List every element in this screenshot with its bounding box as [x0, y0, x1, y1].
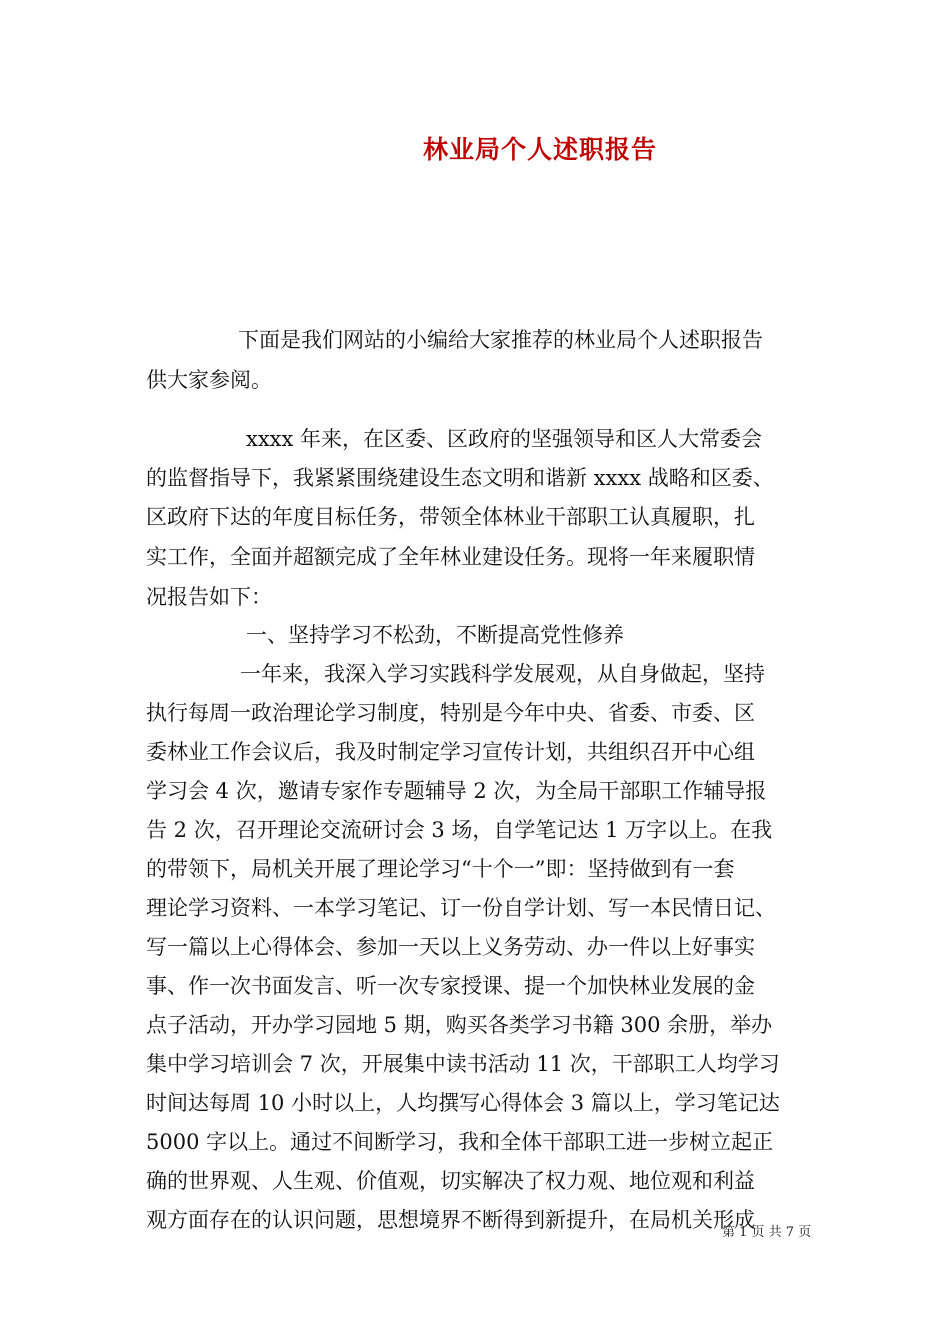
body-line: 点子活动，开办学习园地 5 期，购买各类学习书籍 300 余册，举办: [146, 1013, 773, 1037]
body-line: 集中学习培训会 7 次，开展集中读书活动 11 次，干部职工人均学习: [146, 1052, 780, 1076]
section-heading: 一、坚持学习不松劲，不断提高党性修养: [246, 623, 624, 647]
document-title: 林业局个人述职报告: [422, 135, 657, 164]
body-line: 学习会 4 次，邀请专家作专题辅导 2 次，为全局干部职工作辅导报: [146, 779, 767, 803]
body-line: 实工作，全面并超额完成了全年林业建设任务。现将一年来履职情: [146, 545, 755, 569]
body-line: 执行每周一政治理论学习制度，特别是今年中央、省委、市委、区: [146, 701, 755, 725]
body-line: 告 2 次，召开理论交流研讨会 3 场，自学笔记达 1 万字以上。在我: [146, 818, 773, 842]
body-line: 一年来，我深入学习实践科学发展观，从自身做起，坚持: [240, 662, 765, 686]
body-line: 的监督指导下，我紧紧围绕建设生态文明和谐新 xxxx 战略和区委、: [146, 466, 774, 490]
body-line: 时间达每周 10 小时以上，人均撰写心得体会 3 篇以上，学习笔记达: [146, 1091, 780, 1115]
body-line: 下面是我们网站的小编给大家推荐的林业局个人述职报告: [238, 328, 763, 352]
body-line: 写一篇以上心得体会、参加一天以上义务劳动、办一件以上好事实: [146, 935, 755, 959]
body-line: 观方面存在的认识问题，思想境界不断得到新提升，在局机关形成: [146, 1208, 755, 1232]
body-line: xxxx 年来，在区委、区政府的坚强领导和区人大常委会: [246, 427, 763, 451]
body-line: 理论学习资料、一本学习笔记、订一份自学计划、写一本民情日记、: [146, 896, 776, 920]
body-line: 供大家参阅。: [146, 368, 272, 392]
body-line: 的带领下，局机关开展了理论学习“十个一”即：坚持做到有一套: [146, 857, 735, 881]
body-line: 事、作一次书面发言、听一次专家授课、提一个加快林业发展的金: [146, 974, 755, 998]
body-line: 确的世界观、人生观、价值观，切实解决了权力观、地位观和利益: [146, 1169, 755, 1193]
body-line: 委林业工作会议后，我及时制定学习宣传计划，共组织召开中心组: [146, 740, 755, 764]
body-line: 5000 字以上。通过不间断学习，我和全体干部职工进一步树立起正: [146, 1130, 774, 1154]
body-line: 况报告如下：: [146, 585, 272, 609]
page-number: 第 1 页 共 7 页: [722, 1225, 812, 1240]
body-line: 区政府下达的年度目标任务，带领全体林业干部职工认真履职，扎: [146, 505, 755, 529]
